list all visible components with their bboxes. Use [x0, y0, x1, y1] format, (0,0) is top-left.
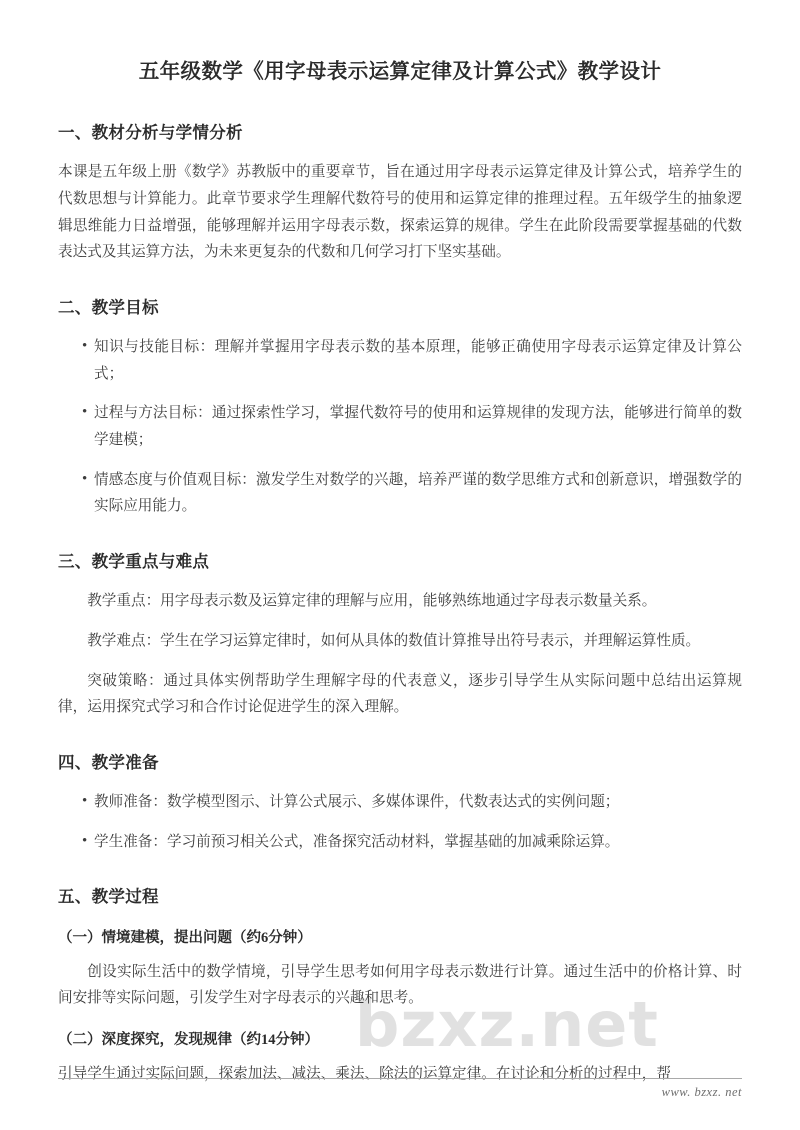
- teaching-focus-paragraph: 教学重点：用字母表示数及运算定律的理解与应用，能够熟练地通过字母表示数量关系。: [87, 593, 657, 610]
- footer-url: www. bzxz. net: [661, 1085, 742, 1099]
- section-heading-1: 一、教材分析与学情分析: [58, 122, 243, 142]
- subsection-1-paragraph: 创设实际生活中的数学情境，引导学生思考如何用字母表示数进行计算。通过生活中的价格计算、时间安排等实际问题，引发学生对字母表示的兴趣和思考。: [58, 963, 742, 1007]
- section-heading-2: 二、教学目标: [58, 297, 159, 317]
- teaching-preparation-list: [58, 789, 742, 855]
- section-heading-5: 五、教学过程: [58, 887, 159, 907]
- footer-divider: [58, 1078, 742, 1079]
- list-item: • 知识与技能目标：理解并掌握用字母表示数的基本原理，能够正确使用字母表示运算定律及计算公式；: [84, 334, 742, 387]
- page-title: 五年级数学《用字母表示运算定律及计算公式》教学设计: [138, 61, 662, 83]
- section-heading-3: 三、教学重点与难点: [58, 551, 210, 571]
- page-footer: [58, 1078, 742, 1100]
- list-item: • 过程与方法目标：通过探索性学习，掌握代数符号的使用和运算规律的发现方法，能够进行简单的数学建模；: [84, 400, 742, 453]
- subsection-heading-2: （二）深度探究，发现规律（约14分钟）: [58, 1032, 319, 1049]
- breakthrough-strategy-paragraph: 突破策略：通过具体实例帮助学生理解字母的代表意义，逐步引导学生从实际问题中总结出运算规律，运用探究式学习和合作讨论促进学生的深入理解。: [58, 672, 742, 716]
- subsection-heading-1: （一）情境建模，提出问题（约6分钟）: [58, 930, 312, 947]
- list-item: • 情感态度与价值观目标：激发学生对数学的兴趣，培养严谨的数学思维方式和创新意识，增强数学的实际应用能力。: [84, 467, 742, 520]
- list-item: • 教师准备：数学模型图示、计算公式展示、多媒体课件，代数表达式的实例问题；: [84, 789, 742, 816]
- teaching-difficulty-paragraph: 教学难点：学生在学习运算定律时，如何从具体的数值计算推导出符号表示，并理解运算性质。: [87, 632, 701, 649]
- teaching-objectives-list: [58, 334, 742, 519]
- document-body: [58, 0, 742, 1087]
- list-item: • 学生准备：学习前预习相关公式，准备探究活动材料，掌握基础的加减乘除运算。: [84, 829, 742, 856]
- section-heading-4: 四、教学准备: [58, 752, 159, 772]
- subsection-2-paragraph: 引导学生通过实际问题，探索加法、减法、乘法、除法的运算定律。在讨论和分析的过程中，帮: [58, 1065, 671, 1082]
- site-watermark: bzxz.net: [355, 988, 659, 1061]
- section-1-paragraph: 本课是五年级上册《数学》苏教版中的重要章节，旨在通过用字母表示运算定律及计算公式，培养学生的代数思想与计算能力。此章节要求学生理解代数符号的使用和运算定律的推理过程。五年级学生的抽象逻辑思维能力日益增强，能够理解并运用字母表示数，探索运算的规律。学生在此阶段需要掌握基础的代数表达式及其运算方法，为未来更复杂的代数和几何学习打下坚实基础。: [58, 164, 742, 261]
